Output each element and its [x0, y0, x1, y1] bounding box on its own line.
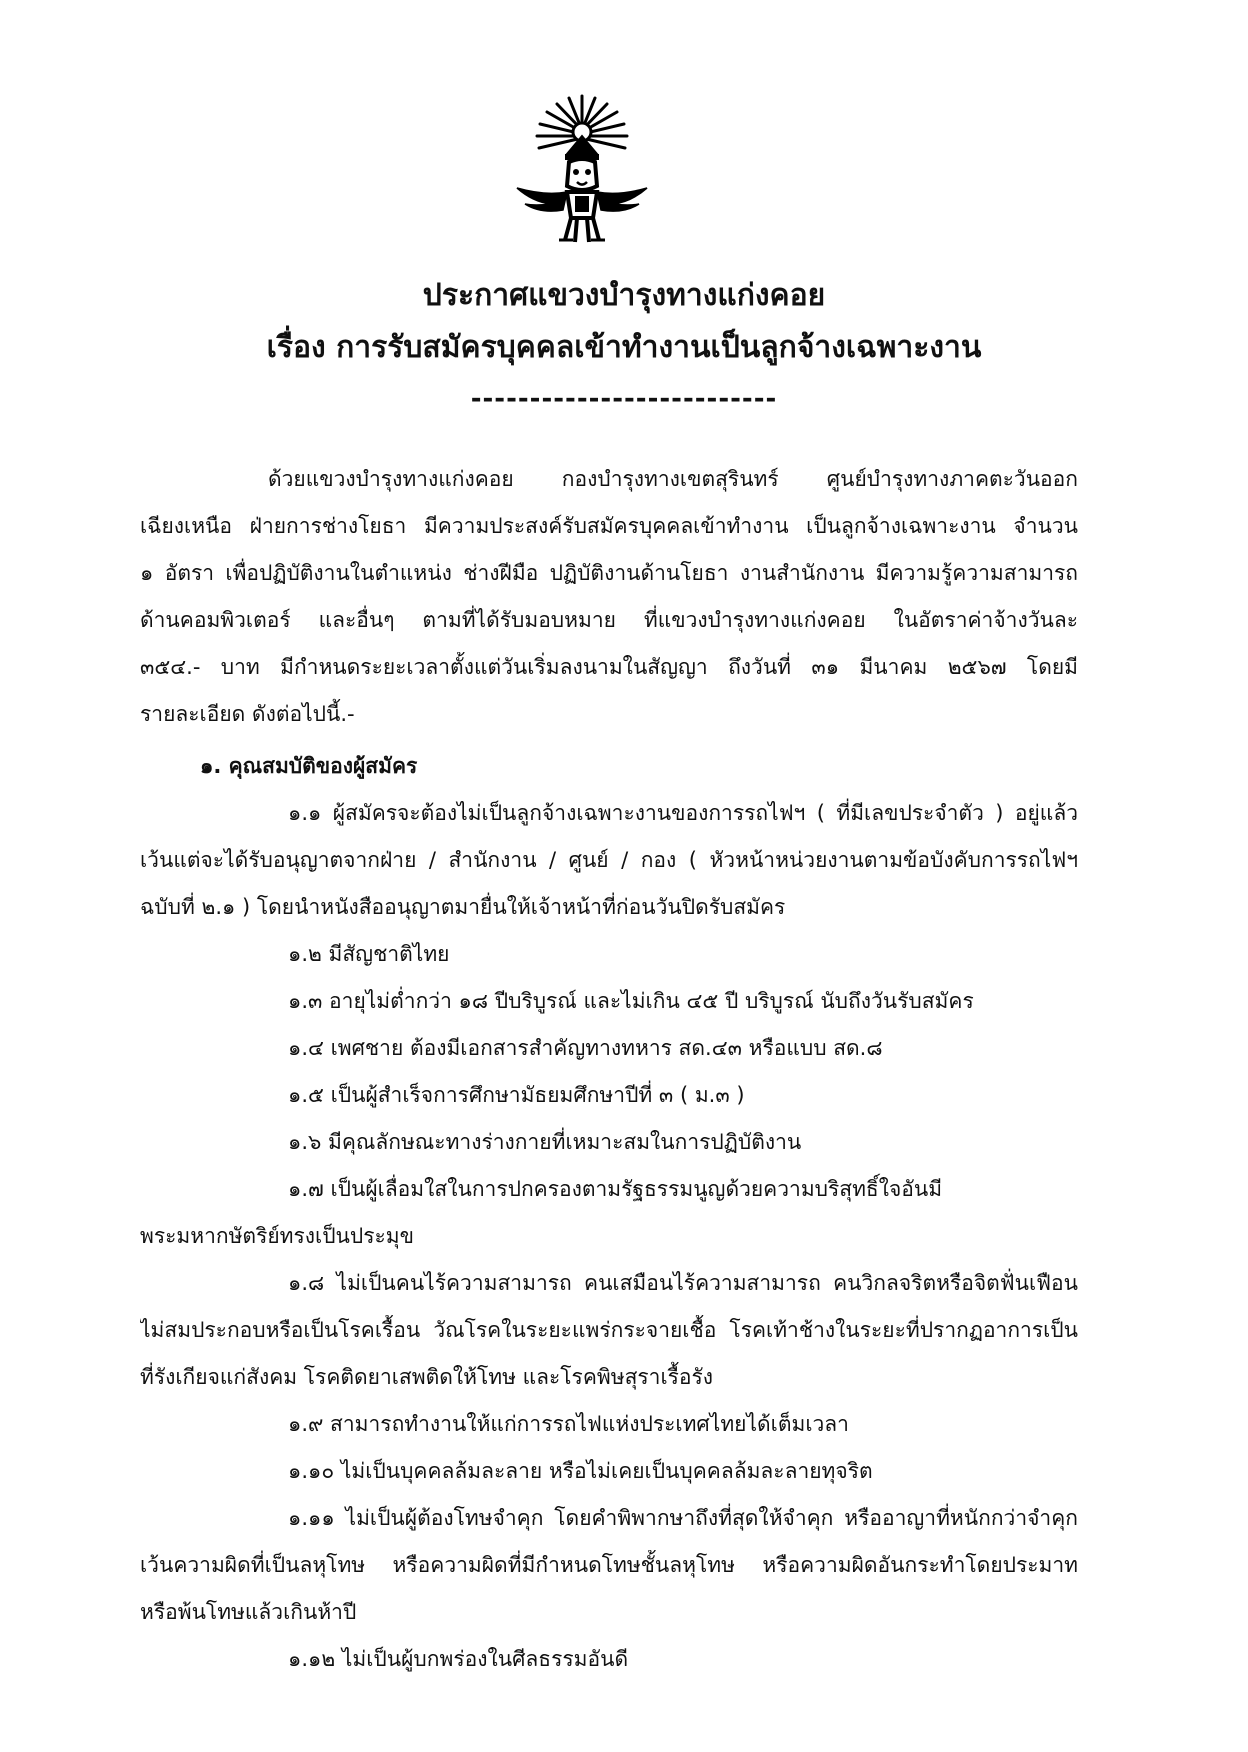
- list-item: ๑.๓ อายุไม่ต่ำกว่า ๑๘ ปีบริบูรณ์ และไม่เกิน ๔๕ ปี บริบูรณ์ นับถึงวันรับสมัคร: [288, 989, 974, 1013]
- list-item: ไม่สมประกอบหรือเป็นโรคเรื้อน วัณโรคในระยะแพร่กระจายเชื้อ โรคเท้าช้างในระยะที่ปรากฏอาการเป็น: [140, 1318, 1078, 1342]
- list-item: ๑.๘ ไม่เป็นคนไร้ความสามารถ คนเสมือนไร้ความสามารถ คนวิกลจริตหรือจิตฟั่นเฟือน: [288, 1271, 1078, 1295]
- intro-line: ๓๕๔.- บาท มีกำหนดระยะเวลาตั้งแต่วันเริ่มลงนามในสัญญา ถึงวันที่ ๓๑ มีนาคม ๒๕๖๗ โดยมี: [140, 655, 1078, 679]
- announcement-subject: เรื่อง การรับสมัครบุคคลเข้าทำงานเป็นลูกจ้างเฉพาะงาน: [266, 330, 982, 365]
- list-item: ๑.๗ เป็นผู้เลื่อมใสในการปกครองตามรัฐธรรมนูญด้วยความบริสุทธิ์ใจอันมี: [288, 1177, 943, 1201]
- list-item: เว้นความผิดที่เป็นลหุโทษ หรือความผิดที่มีกำหนดโทษชั้นลหุโทษ หรือความผิดอันกระทำโดยประมาท: [140, 1553, 1078, 1577]
- list-item: ๑.๔ เพศชาย ต้องมีเอกสารสำคัญทางทหาร สด.๔๓ หรือแบบ สด.๘: [288, 1036, 883, 1060]
- intro-line: รายละเอียด ดังต่อไปนี้.-: [140, 702, 355, 726]
- list-item: เว้นแต่จะได้รับอนุญาตจากฝ่าย / สำนักงาน / ศูนย์ / กอง ( หัวหน้าหน่วยงานตามข้อบังคับการรถไฟฯ: [140, 848, 1078, 872]
- list-item: ๑.๒ มีสัญชาติไทย: [288, 942, 450, 966]
- list-item: ฉบับที่ ๒.๑ ) โดยนำหนังสืออนุญาตมายื่นให้เจ้าหน้าที่ก่อนวันปิดรับสมัคร: [140, 895, 786, 919]
- list-item: ๑.๙ สามารถทำงานให้แก่การรถไฟแห่งประเทศไทยได้เต็มเวลา: [288, 1412, 849, 1436]
- list-item: ๑.๑๒ ไม่เป็นผู้บกพร่องในศีลธรรมอันดี: [288, 1647, 629, 1671]
- state-railway-garuda-emblem-icon: [515, 92, 649, 244]
- announcement-title: ประกาศแขวงบำรุงทางแก่งคอย: [422, 278, 826, 313]
- list-item: ๑.๑๐ ไม่เป็นบุคคลล้มละลาย หรือไม่เคยเป็นบุคคลล้มละลายทุจริต: [288, 1459, 873, 1483]
- list-item: พระมหากษัตริย์ทรงเป็นประมุข: [140, 1224, 414, 1248]
- list-item: ที่รังเกียจแก่สังคม โรคติดยาเสพติดให้โทษ และโรคพิษสุราเรื้อรัง: [140, 1365, 714, 1389]
- list-item: ๑.๖ มีคุณลักษณะทางร่างกายที่เหมาะสมในการปฏิบัติงาน: [288, 1130, 802, 1154]
- section-heading: ๑. คุณสมบัติของผู้สมัคร: [200, 754, 418, 778]
- title-divider: --------------------------: [470, 384, 778, 414]
- list-item: หรือพ้นโทษแล้วเกินห้าปี: [140, 1600, 357, 1624]
- list-item: ๑.๑๑ ไม่เป็นผู้ต้องโทษจำคุก โดยคำพิพากษาถึงที่สุดให้จำคุก หรืออาญาที่หนักกว่าจำคุก: [288, 1506, 1078, 1530]
- intro-line: ด้วยแขวงบำรุงทางแก่งคอย กองบำรุงทางเขตสุรินทร์ ศูนย์บำรุงทางภาคตะวันออก: [268, 467, 1078, 491]
- intro-line: ด้านคอมพิวเตอร์ และอื่นๆ ตามที่ได้รับมอบหมาย ที่แขวงบำรุงทางแก่งคอย ในอัตราค่าจ้างวันละ: [140, 608, 1078, 632]
- intro-line: เฉียงเหนือ ฝ่ายการช่างโยธา มีความประสงค์รับสมัครบุคคลเข้าทำงาน เป็นลูกจ้างเฉพาะงาน จำนวน: [140, 514, 1078, 538]
- list-item: ๑.๕ เป็นผู้สำเร็จการศึกษามัธยมศึกษาปีที่ ๓ ( ม.๓ ): [288, 1083, 745, 1107]
- list-item: ๑.๑ ผู้สมัครจะต้องไม่เป็นลูกจ้างเฉพาะงานของการรถไฟฯ ( ที่มีเลขประจำตัว ) อยู่แล้ว: [288, 801, 1078, 825]
- intro-line: ๑ อัตรา เพื่อปฏิบัติงานในตำแหน่ง ช่างฝีมือ ปฏิบัติงานด้านโยธา งานสำนักงาน มีความรู้ความสามารถ: [140, 561, 1078, 585]
